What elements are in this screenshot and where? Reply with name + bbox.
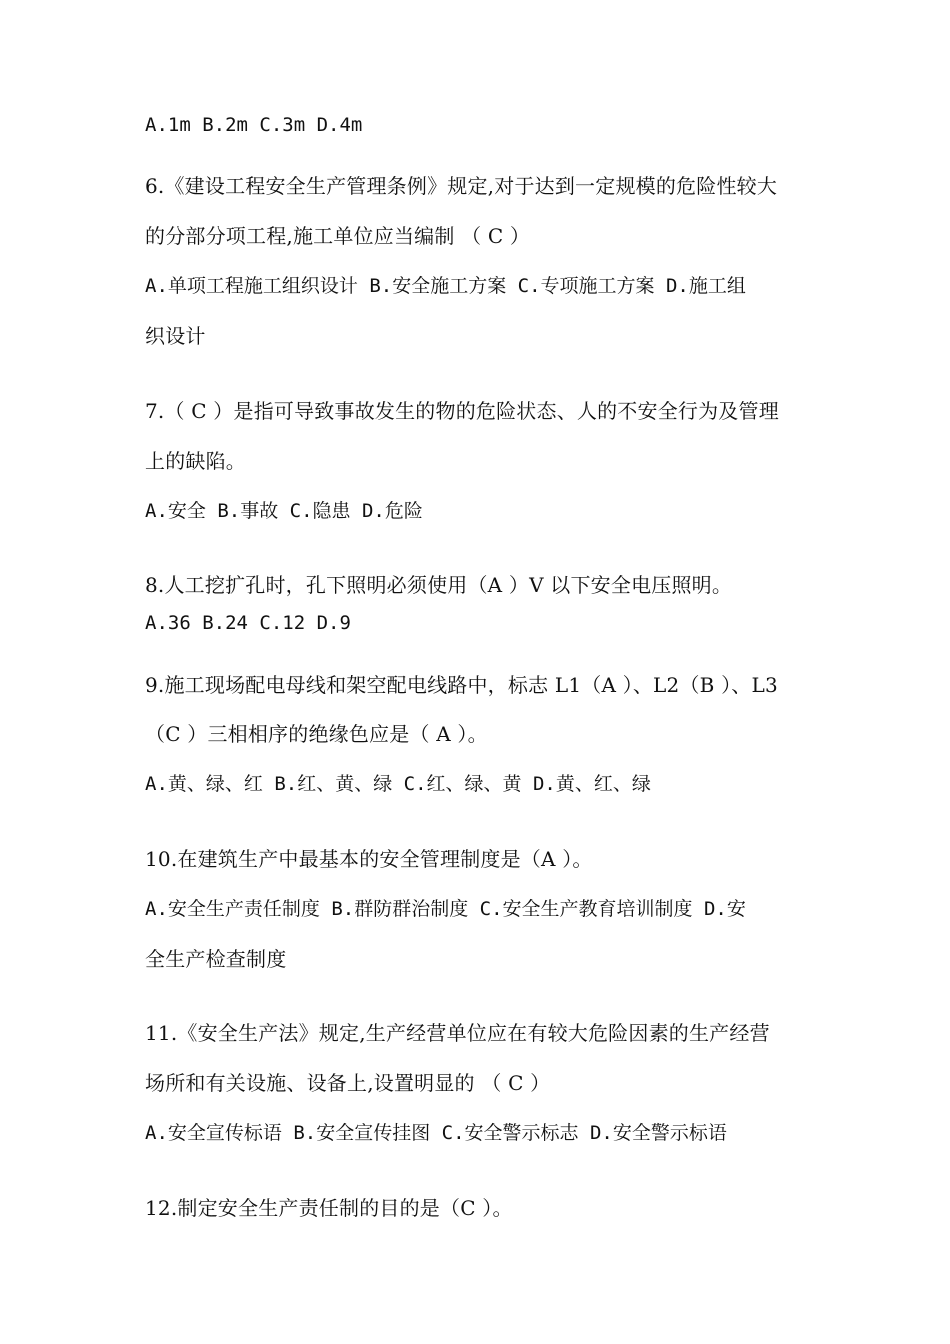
q7-text-line1: 7.（ C ）是指可导致事故发生的物的危险状态、人的不安全行为及管理 [145,399,779,423]
q9-options: A.黄、绿、红 B.红、黄、绿 C.红、绿、黄 D.黄、红、绿 [145,773,651,795]
q11-text-line2: 场所和有关设施、设备上,设置明显的 （ C ） [145,1071,551,1095]
q6-options-line2: 织设计 [145,324,206,348]
q7-text-line2: 上的缺陷。 [145,449,246,473]
q6-text-line2: 的分部分项工程,施工单位应当编制 （ C ） [145,224,531,248]
q8-text: 8.人工挖扩孔时，孔下照明必须使用（A ）V 以下安全电压照明。 [145,573,733,597]
q6-options-line1: A.单项工程施工组织设计 B.安全施工方案 C.专项施工方案 D.施工组 [145,275,746,297]
q9-text-line1: 9.施工现场配电母线和架空配电线路中，标志 L1（A ）、L2（B ）、L3 [145,673,778,697]
q10-text: 10.在建筑生产中最基本的安全管理制度是（A ）。 [145,847,593,871]
q10-options-line1: A.安全生产责任制度 B.群防群治制度 C.安全生产教育培训制度 D.安 [145,898,746,920]
q9-text-line2: （C ）三相相序的绝缘色应是（ A ）。 [145,722,488,746]
q11-text-line1: 11.《安全生产法》规定,生产经营单位应在有较大危险因素的生产经营 [145,1021,770,1045]
q8-options: A.36 B.24 C.12 D.9 [145,612,351,634]
q12-text: 12.制定安全生产责任制的目的是（C ）。 [145,1196,513,1220]
q7-options: A.安全 B.事故 C.隐患 D.危险 [145,500,423,522]
q10-options-line2: 全生产检查制度 [145,947,287,971]
q11-options: A.安全宣传标语 B.安全宣传挂图 C.安全警示标志 D.安全警示标语 [145,1122,727,1144]
q5-options: A.1m B.2m C.3m D.4m [145,114,363,136]
q6-text-line1: 6.《建设工程安全生产管理条例》规定,对于达到一定规模的危险性较大 [145,174,778,198]
